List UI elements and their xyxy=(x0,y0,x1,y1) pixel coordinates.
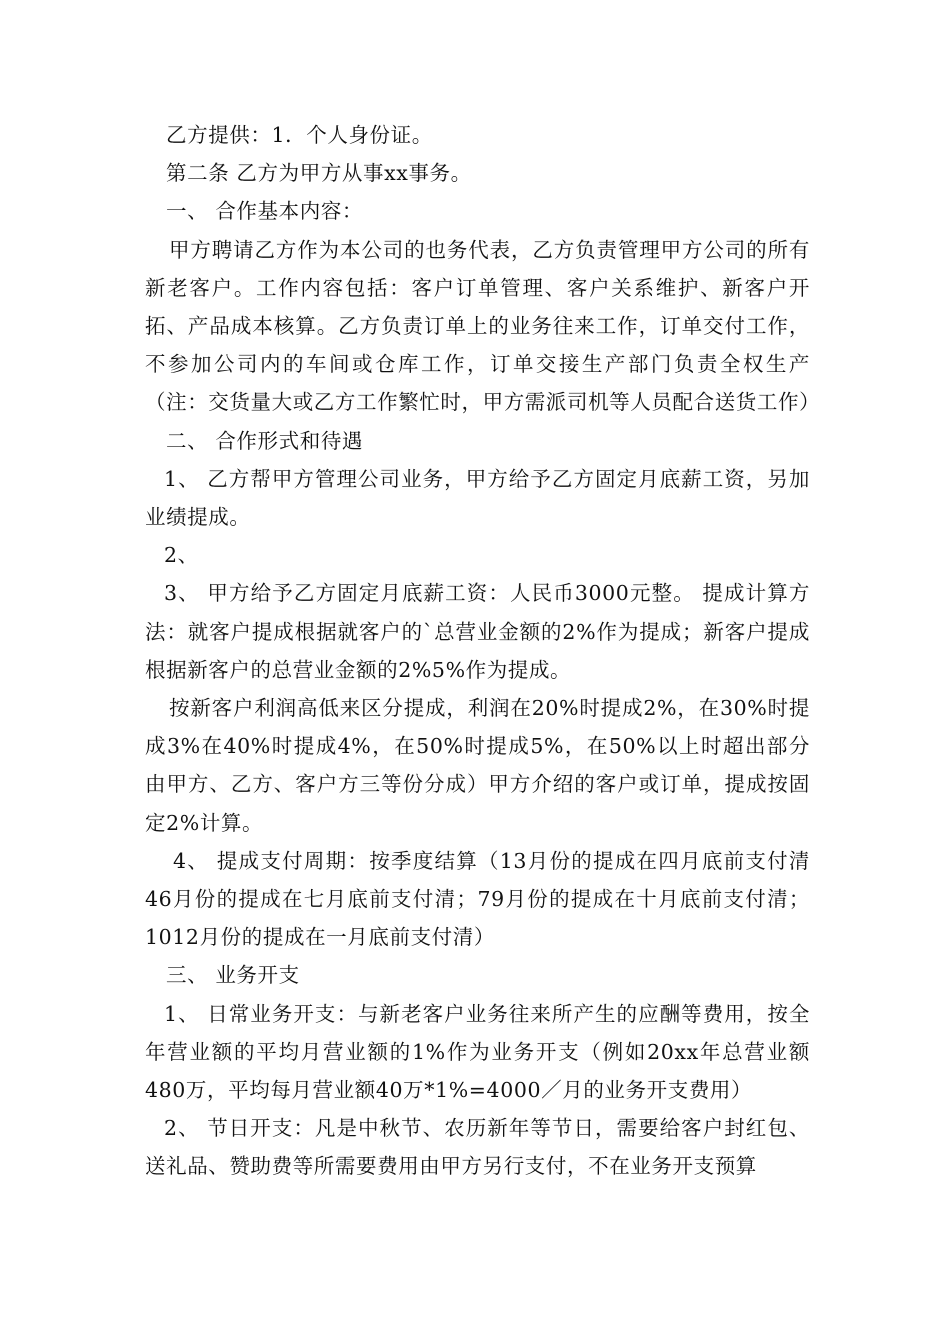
paragraph-item-2: 2、 xyxy=(164,543,199,568)
paragraph-item-3: 3、 甲方给予乙方固定月底薪工资：人民币3000元整。 提成计算方法：就客户提成根据就客户的`总营业金额的2%作为提成；新客户提成根据新客户的总营业金额的2%5%作为提成。 xyxy=(145,581,810,682)
paragraph-holiday-expenses: 2、 节日开支：凡是中秋节、农历新年等节日，需要给客户封红包、送礼品、赞助费等所需要费用由甲方另行支付，不在业务开支预算 xyxy=(145,1116,810,1179)
paragraph-profit-commission: 按新客户利润高低来区分提成，利润在20%时提成2%，在30%时提成3%在40%时提成4%，在50%时提成5%，在50%以上时超出部分由甲方、乙方、客户方三等份分成）甲方介绍的客户或订单，提成按固定2%计算。 xyxy=(145,696,810,835)
paragraph-item-4: 4、 提成支付周期：按季度结算（13月份的提成在四月底前支付清46月份的提成在七月底前支付清；79月份的提成在十月底前支付清；1012月份的提成在一月底前支付清） xyxy=(145,848,810,950)
heading-business-expenses: 三、 业务开支 xyxy=(166,963,300,988)
paragraph-cooperation-content: 甲方聘请乙方作为本公司的也务代表，乙方负责管理甲方公司的所有新老客户。工作内容包括：客户订单管理、客户关系维护、新客户开拓、产品成本核算。乙方负责订单上的业务往来工作，订单交付工作，不参加公司内的车间或仓库工作，订单交接生产部门负责全权生产（注：交货量大或乙方工作繁忙时，甲方需派司机等人员配合送货工作） xyxy=(145,237,821,415)
heading-cooperation-content: 一、 合作基本内容： xyxy=(166,199,364,224)
heading-cooperation-form: 二、 合作形式和待遇 xyxy=(166,428,364,453)
document-body xyxy=(145,116,821,1186)
paragraph-provide-id: 乙方提供：1．个人身份证。 xyxy=(166,123,433,147)
paragraph-article-two: 第二条 乙方为甲方从事xx事务。 xyxy=(166,161,472,186)
paragraph-item-1: 1、 乙方帮甲方管理公司业务，甲方给予乙方固定月底薪工资，另加业绩提成。 xyxy=(145,466,810,530)
paragraph-daily-expenses: 1、 日常业务开支：与新老客户业务往来所产生的应酬等费用，按全年营业额的平均月营业额的1%作为业务开支（例如20xx年总营业额480万，平均每月营业额40万*1%=4000／月的业务开支费用） xyxy=(145,1001,810,1103)
